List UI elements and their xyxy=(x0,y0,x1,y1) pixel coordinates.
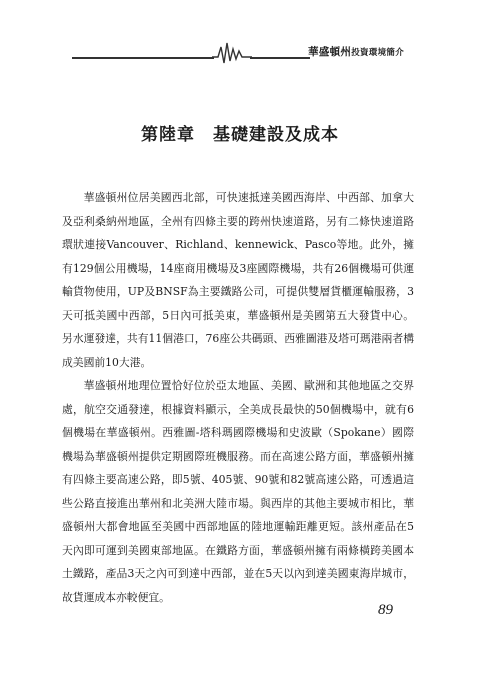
header-title-main: 華盛頓州 xyxy=(308,46,352,58)
waveform-ornament xyxy=(212,41,252,65)
body-text xyxy=(62,186,414,609)
header-rule-left xyxy=(72,57,214,59)
header-title xyxy=(308,44,404,59)
header-title-sub: 投資環境簡介 xyxy=(351,48,405,58)
chapter-heading: 基礎建設及成本 xyxy=(213,125,339,145)
paragraph: 華盛頓州位居美國西北部，可快速抵達美國西海岸、中西部、加拿大及亞利桑納州地區，全州有四條主要的跨州快速道路，另有二條快速道路環狀連接Vancouver、Richland、kennewick、Pasco等地。此外，擁有129個公用機場，14座商用機場及3座國際機場，共有26個機場可供運輸貨物使用，UP及BNSF為主要鐵路公司，可提供雙層貨櫃運輸服務，3天可抵美國中西部，5日內可抵美東，華盛頓州是美國第五大發貨中心。另水運發達，共有11個港口，76座公共碼頭、西雅圖港及塔可瑪港兩者構成美國前10大港。 xyxy=(62,191,414,369)
page-number: 89 xyxy=(378,602,393,618)
running-header xyxy=(0,0,480,70)
chapter-number: 第陸章 xyxy=(141,125,195,145)
header-rule-right xyxy=(250,57,310,59)
chapter-title xyxy=(0,120,480,145)
paragraph: 華盛頓州地理位置恰好位於亞太地區、美國、歐洲和其他地區之交界處，航空交通發達，根據資料顯示，全美成長最快的50個機場中，就有6個機場在華盛頓州。西雅圖-塔科瑪國際機場和史波歐（Spokane）國際機場為華盛頓州提供定期國際班機服務。而在高速公路方面，華盛頓州擁有四條主要高速公路，即5號、405號、90號和82號高速公路，可透過這些公路直接進出華州和北美洲大陸市場。與西岸的其他主要城市相比，華盛頓州大都會地區至美國中西部地區的陸地運輸距離更短。該州產品在5天內即可運到美國東部地區。在鐵路方面，華盛頓州擁有兩條橫跨美國本土鐵路，產品3天之內可到達中西部，並在5天以內到達美國東海岸城市，故貨運成本亦較便宜。 xyxy=(62,379,414,604)
